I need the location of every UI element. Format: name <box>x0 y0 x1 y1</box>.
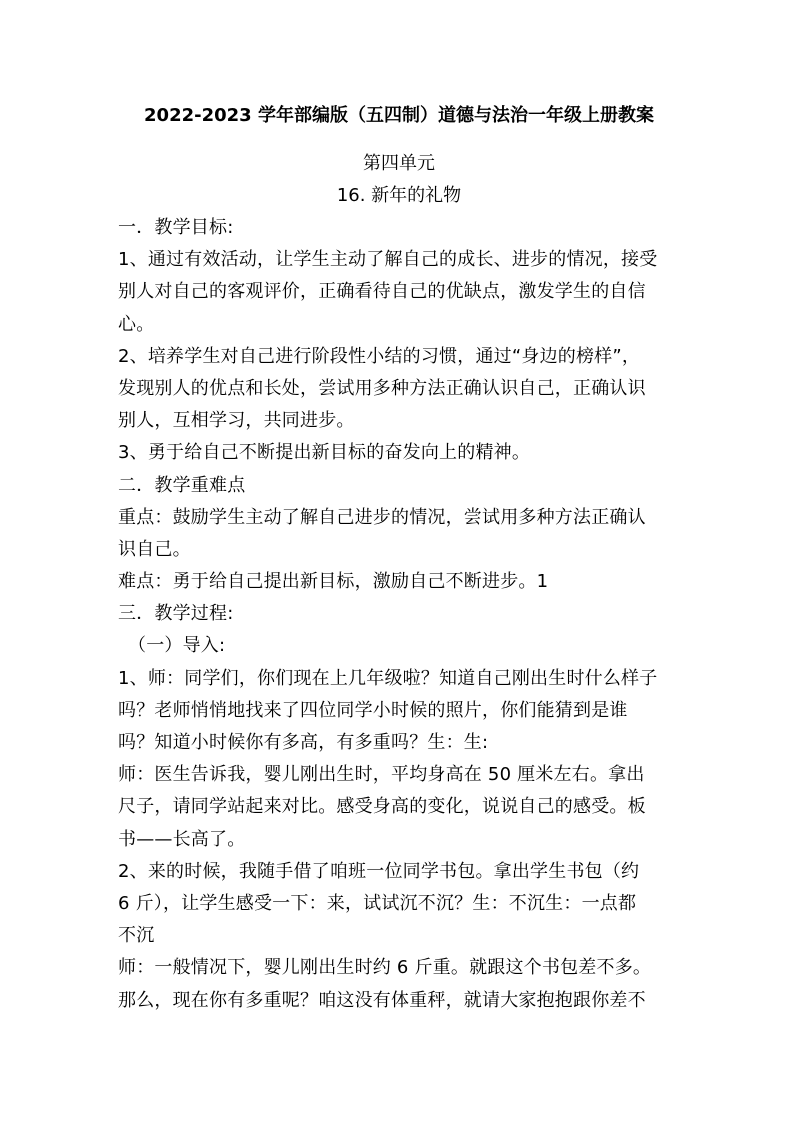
body-line: 3、勇于给自己不断提出新目标的奋发向上的精神。 <box>118 442 531 464</box>
body-line: 吗？老师悄悄地找来了四位同学小时候的照片，你们能猜到是谁 <box>118 699 628 721</box>
body-line: 心。 <box>118 313 155 335</box>
body-line: 发现别人的优点和长处，尝试用多种方法正确认识自己，正确认识 <box>118 377 646 399</box>
body-line: 尺子，请同学站起来对比。感受身高的变化，说说自己的感受。板 <box>118 796 646 818</box>
section-heading-process: 三．教学过程: <box>118 603 234 625</box>
document-title: 2022-2023 学年部编版（五四制）道德与法治一年级上册教案 <box>144 105 654 126</box>
body-line: 1、通过有效活动，让学生主动了解自己的成长、进步的情况，接受 <box>118 249 658 271</box>
body-line: 别人，互相学习，共同进步。 <box>118 410 355 432</box>
body-line: 识自己。 <box>118 538 191 560</box>
body-line: 2、来的时候，我随手借了咱班一位同学书包。拿出学生书包（约 <box>118 860 640 882</box>
lesson-heading: 16. 新年的礼物 <box>336 185 462 206</box>
unit-heading: 第四单元 <box>363 153 435 174</box>
body-line: 重点：鼓励学生主动了解自己进步的情况，尝试用多种方法正确认 <box>118 506 646 528</box>
section-heading-key-points: 二．教学重难点 <box>118 474 246 496</box>
body-line: 吗？知道小时候你有多高，有多重吗？生：生: <box>118 732 489 753</box>
body-line: 不沉 <box>118 925 155 947</box>
body-line: 那么，现在你有多重呢？咱这没有体重秤，就请大家抱抱跟你差不 <box>118 989 646 1011</box>
body-line: 1、师：同学们，你们现在上几年级啦？知道自己刚出生时什么样子 <box>118 667 658 689</box>
body-line: 书——长高了。 <box>118 828 246 850</box>
document-page <box>118 96 680 1017</box>
body-line: 2、培养学生对自己进行阶段性小结的习惯，通过“身边的榜样”， <box>118 345 641 367</box>
section-heading-objectives: 一．教学目标: <box>118 217 234 238</box>
body-line: 师：一般情况下，婴儿刚出生时约 6 斤重。就跟这个书包差不多。 <box>118 957 652 979</box>
body-line: 别人对自己的客观评价，正确看待自己的优缺点，激发学生的自信 <box>118 281 646 303</box>
subsection-heading-intro: （一）导入: <box>128 635 226 657</box>
body-line: 难点：勇于给自己提出新目标，激励自己不断进步。1 <box>118 571 549 593</box>
body-line: 6 斤），让学生感受一下：来，试试沉不沉？生：不沉生：一点都 <box>118 892 637 914</box>
document-body <box>118 212 680 1017</box>
body-line: 师：医生告诉我，婴儿刚出生时，平均身高在 50 厘米左右。拿出 <box>118 764 645 786</box>
